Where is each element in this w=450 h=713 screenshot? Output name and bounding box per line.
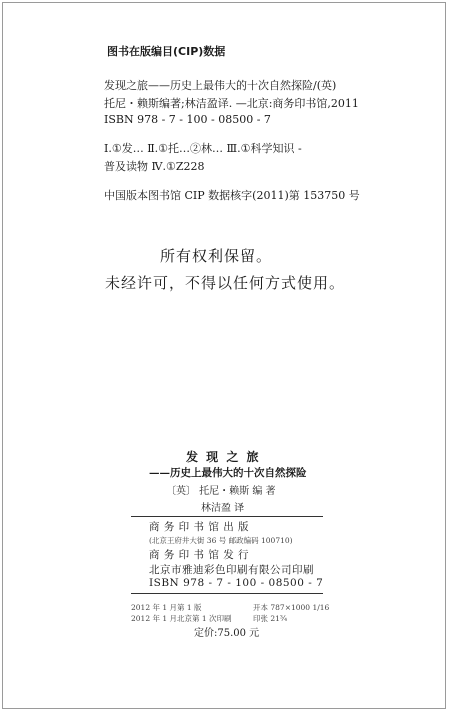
cip-line-1: 发现之旅——历史上最伟大的十次自然探险/(英) [104,79,337,92]
sheets-info: 印张 21¾ [253,614,288,623]
cip-record-number: 中国版本图书馆 CIP 数据核字(2011)第 153750 号 [104,189,360,202]
printer-line: 北京市雅迪彩色印刷有限公司印刷 [149,564,314,576]
cip-classification-1: Ⅰ.①发… Ⅱ.①托…②林… Ⅲ.①科学知识 - [104,142,302,155]
book-subtitle: ——历史上最伟大的十次自然探险 [149,467,307,479]
publisher-top-rule [131,516,323,517]
rights-usage-notice: 未经许可，不得以任何方式使用。 [105,274,346,292]
book-title: 发 现 之 旅 [186,450,261,464]
publisher-bottom-rule [131,593,323,594]
publisher-isbn: ISBN 978 - 7 - 100 - 08500 - 7 [149,577,324,589]
cip-line-2: 托尼・赖斯编著;林洁盈译. —北京:商务印书馆,2011 [104,97,359,110]
publisher-address: (北京王府井大街 36 号 邮政编码 100710) [149,536,293,545]
edition-info: 2012 年 1 月第 1 版 [131,603,202,612]
distributor-line: 商 务 印 书 馆 发 行 [149,549,250,561]
cip-classification-2: 普及读物 Ⅳ.①Z228 [104,160,205,173]
book-translator: 林洁盈 译 [201,503,245,514]
printing-info: 2012 年 1 月北京第 1 次印刷 [131,614,232,623]
publisher-line: 商 务 印 书 馆 出 版 [149,521,250,533]
rights-reserved: 所有权利保留。 [160,247,273,265]
price: 定价:75.00 元 [194,628,260,639]
cip-heading: 图书在版编目(CIP)数据 [107,45,226,58]
cip-isbn: ISBN 978 - 7 - 100 - 08500 - 7 [104,113,271,126]
book-author: 〔英〕 托尼・赖斯 编 著 [166,486,276,497]
format-info: 开本 787×1000 1/16 [253,603,330,612]
